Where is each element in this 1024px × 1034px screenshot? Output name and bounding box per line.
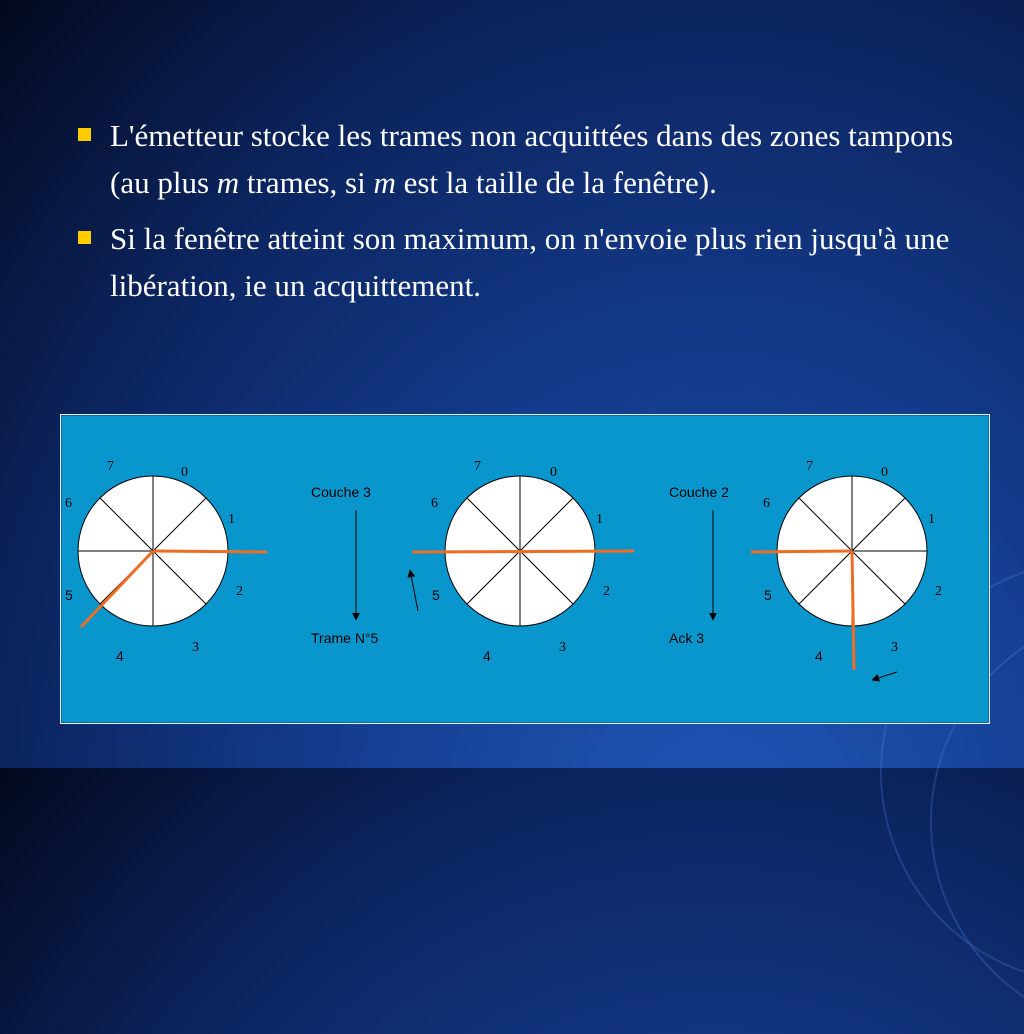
bullet-square-icon (78, 128, 91, 141)
diagram-canvas (61, 415, 989, 723)
segment-label-0: 0 (881, 465, 888, 480)
transition-2 (669, 484, 729, 646)
window-pointer-line (412, 551, 634, 552)
segment-label-7: 7 (474, 459, 481, 474)
bullet-item (72, 112, 972, 206)
window-pointer-line (751, 551, 852, 552)
window-size-variable: m (373, 165, 396, 200)
window-disk-3 (751, 459, 942, 680)
window-disk-1 (65, 459, 267, 664)
transition-bottom-label: Ack 3 (669, 630, 705, 646)
bullet-list (72, 112, 972, 318)
segment-label-5: 5 (432, 587, 440, 603)
transition-bottom-label: Trame N°5 (311, 630, 379, 646)
segment-label-2: 2 (236, 584, 243, 599)
segment-label-0: 0 (550, 465, 557, 480)
transition-top-label: Couche 3 (311, 484, 371, 500)
transition-top-label: Couche 2 (669, 484, 729, 500)
segment-label-7: 7 (806, 459, 813, 474)
segment-label-3: 3 (891, 640, 898, 655)
segment-label-5: 5 (764, 587, 772, 603)
segment-label-1: 1 (928, 512, 935, 527)
arrow-left-icon (872, 672, 897, 680)
segment-label-6: 6 (763, 496, 770, 511)
segment-label-0: 0 (181, 465, 188, 480)
segment-label-6: 6 (431, 496, 438, 511)
segment-label-2: 2 (935, 584, 942, 599)
window-pointer-line (153, 551, 267, 552)
sliding-window-diagram (60, 414, 990, 724)
segment-label-2: 2 (603, 584, 610, 599)
segment-label-4: 4 (116, 648, 124, 664)
segment-label-3: 3 (559, 640, 566, 655)
window-size-variable: m (216, 165, 240, 200)
segment-label-1: 1 (596, 512, 603, 527)
arrow-up-icon (410, 570, 418, 611)
transition-1 (311, 484, 418, 646)
segment-label-4: 4 (815, 648, 823, 664)
bullet-item (72, 215, 972, 309)
segment-label-5: 5 (65, 587, 73, 603)
bullet-text: Si la fenêtre atteint son maximum, on n'envoie plus rien jusqu'à une libération, ie un acquittement. (110, 221, 950, 303)
window-disk-2 (412, 459, 634, 664)
bullet-text: L'émetteur stocke les trames non acquittées dans des zones tampons (au plus m trames, si m est la taille de la fenêtre). (110, 118, 954, 200)
segment-label-6: 6 (65, 496, 72, 511)
segment-label-1: 1 (228, 512, 235, 527)
segment-label-4: 4 (483, 648, 491, 664)
window-pointer-line (852, 551, 854, 670)
bullet-square-icon (78, 231, 91, 244)
segment-label-7: 7 (107, 459, 114, 474)
segment-label-3: 3 (192, 640, 199, 655)
